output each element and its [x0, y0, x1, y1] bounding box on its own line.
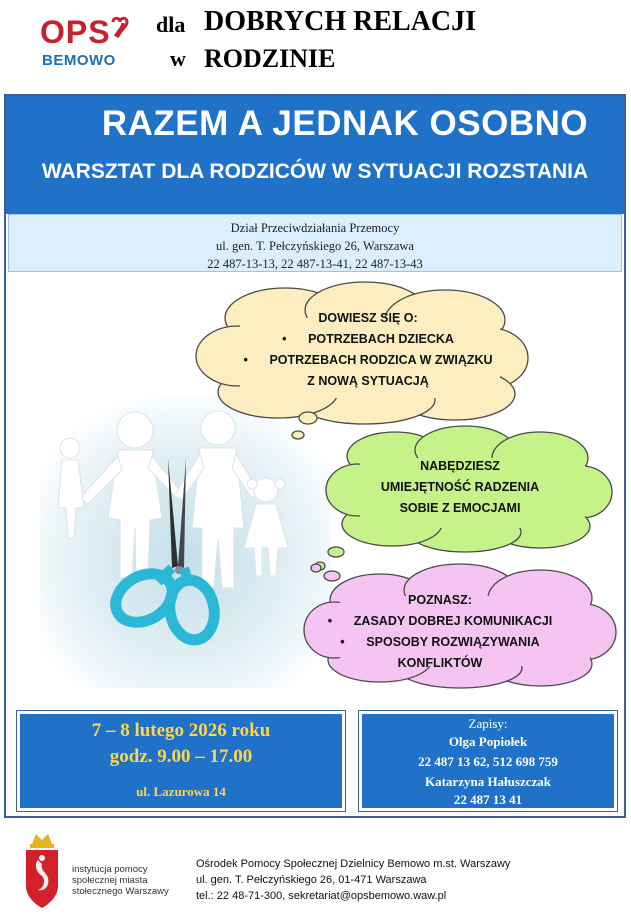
poster-title: RAZEM A JEDNAK OSOBNO	[101, 104, 589, 143]
signup-person1: Olga Popiołek	[448, 734, 528, 749]
logo-heart-icon	[110, 16, 130, 38]
footer-street: ul. gen. T. Pełczyńskiego 26, 01-471 Warszawa	[196, 874, 427, 886]
event-box	[20, 714, 342, 808]
address-line3: 22 487-13-13, 22 487-13-41, 22 487-13-43	[207, 257, 423, 271]
footer-institution	[72, 864, 169, 897]
cloud2-line: SOBIE Z EMOCJAMI	[399, 501, 521, 515]
cloud1-item: • POTRZEBACH RODZICA W ZWIĄZKU	[243, 353, 493, 367]
header-word-dla: dla	[156, 12, 186, 37]
poster-subtitle: WARSZTAT DLA RODZICÓW W SYTUACJI ROZSTANIA	[41, 160, 589, 183]
event-place: ul. Lazurowa 14	[136, 784, 226, 799]
address-line2: ul. gen. T. Pełczyńskiego 26, Warszawa	[216, 239, 414, 253]
address-line1: Dział Przeciwdziałania Przemocy	[230, 221, 400, 235]
signup-box	[362, 714, 614, 808]
footer-tel-email: tel.: 22 48-71-300, sekretariat@opsbemowo.waw.pl	[196, 890, 447, 902]
ops-bemowo-logo	[40, 14, 130, 74]
cloud2-line: NABĘDZIESZ	[420, 459, 500, 473]
cloud2-line: UMIEJĘTNOŚĆ RADZENIA	[380, 480, 540, 494]
cloud1-item: • POTRZEBACH DZIECKA	[282, 332, 454, 346]
cloud1-item-cont: Z NOWĄ SYTUACJĄ	[307, 374, 429, 388]
footer-inst-line1: instytucja pomocy	[72, 864, 148, 875]
event-date: 7 – 8 lutego 2026 roku	[91, 720, 271, 741]
cloud1-heading: DOWIESZ SIĘ O:	[318, 311, 418, 325]
logo-ops-text: OPS	[40, 14, 111, 50]
signup-label: Zapisy:	[468, 716, 508, 731]
footer-inst-line2: społecznej miasta	[72, 875, 148, 886]
signup-phone2: 22 487 13 41	[453, 792, 523, 807]
footer-contact	[196, 856, 510, 904]
warsaw-emblem-icon	[22, 830, 62, 910]
address-box	[8, 214, 622, 272]
cloud-pink-tail	[306, 560, 346, 590]
cloud3-item: • ZASADY DOBREJ KOMUNIKACJI	[327, 614, 553, 628]
signup-phone1: 22 487 13 62, 512 698 759	[418, 754, 558, 769]
cloud3-item: • SPOSOBY ROZWIĄZYWANIA	[340, 635, 540, 649]
cloud3-item-cont: KONFLIKTÓW	[397, 656, 483, 670]
event-time: godz. 9.00 – 17.00	[109, 746, 253, 767]
cloud1-text	[240, 308, 496, 392]
signup-person2: Katarzyna Hałuszczak	[424, 774, 551, 789]
cloud3-heading: POZNASZ:	[408, 593, 472, 607]
cloud2-text	[350, 456, 570, 519]
header-line1: DOBRYCH RELACJI	[204, 6, 477, 37]
header-line2: RODZINIE	[204, 44, 336, 73]
footer-org: Ośrodek Pomocy Społecznej Dzielnicy Bemowo m.st. Warszawy	[196, 858, 511, 870]
footer-inst-line3: stołecznego Warszawy	[72, 886, 169, 897]
cloud3-text	[320, 590, 560, 674]
logo-bemowo-text: BEMOWO	[42, 52, 116, 69]
header-word-w: w	[170, 46, 186, 71]
